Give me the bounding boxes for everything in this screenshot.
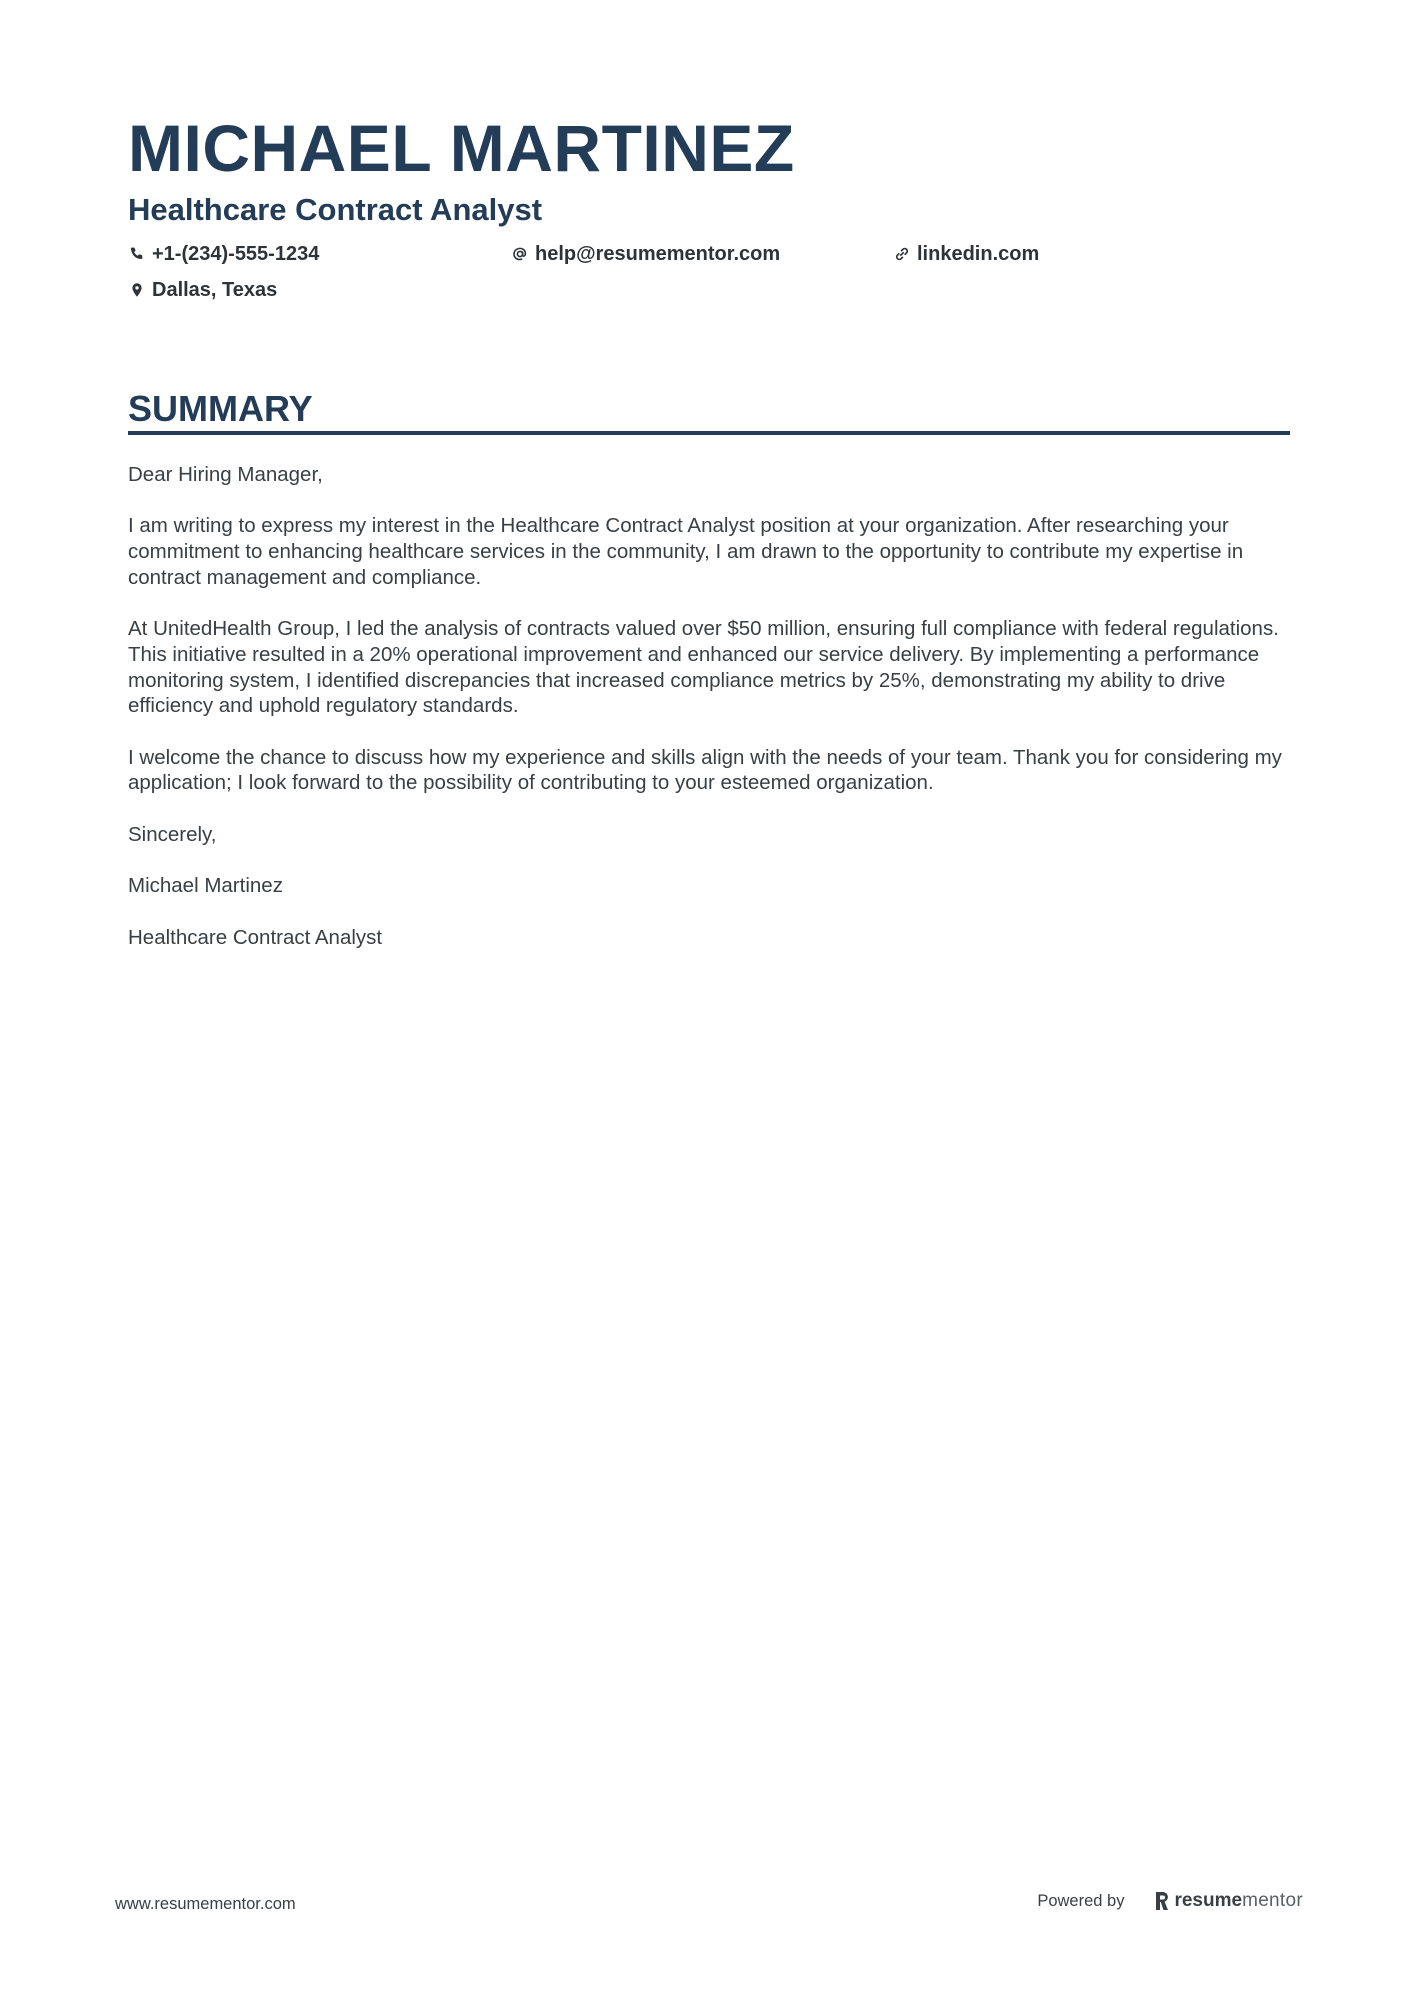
at-icon — [511, 245, 529, 263]
section-title-summary: SUMMARY — [128, 388, 313, 429]
brand-logo — [1154, 1890, 1303, 1912]
email-text: help@resumementor.com — [535, 243, 781, 265]
letter-body — [128, 462, 1290, 976]
linkedin-text: linkedin.com — [917, 243, 1040, 265]
letter-paragraph: At UnitedHealth Group, I led the analysis of contracts valued over $50 million, ensuring full compliance with federal regulations. This initiative resulted in a 20% operational improvement and enhanced our service delivery. By implementing a performance monitoring system, I identified discrepancies that increased compliance metrics by 25%, demonstrating my ability to drive efficiency and uphold regulatory standards. — [128, 617, 1279, 718]
candidate-role: Healthcare Contract Analyst — [128, 192, 543, 227]
letter-signature-role: Healthcare Contract Analyst — [128, 925, 383, 949]
contact-linkedin — [893, 241, 1039, 267]
brand-mark-icon — [1154, 1891, 1170, 1911]
contact-location — [128, 277, 277, 303]
letter-paragraph: I am writing to express my interest in the Healthcare Contract Analyst position at your organization. After researching your commitment to enhancing healthcare services in the community, I am drawn to the opportunity to contribute my expertise in contract management and compliance. — [128, 514, 1244, 589]
footer-website: www.resumementor.com — [115, 1895, 296, 1913]
phone-icon — [128, 245, 146, 263]
phone-text: +1-(234)-555-1234 — [152, 243, 320, 265]
location-text: Dallas, Texas — [152, 279, 278, 301]
footer-branding — [1037, 1890, 1303, 1912]
section-divider — [128, 431, 1290, 435]
map-pin-icon — [128, 281, 146, 299]
contact-phone — [128, 241, 319, 267]
brand-name-part-2: mentor — [1242, 1890, 1303, 1911]
letter-closing: Sincerely, — [128, 822, 217, 846]
letter-greeting: Dear Hiring Manager, — [128, 463, 323, 486]
brand-name-part-1: resume — [1174, 1890, 1243, 1911]
candidate-name: MICHAEL MARTINEZ — [128, 111, 795, 185]
letter-signature-name: Michael Martinez — [128, 874, 283, 898]
link-icon — [893, 245, 911, 263]
letter-paragraph: I welcome the chance to discuss how my experience and skills align with the needs of your team. Thank you for considering my application; I look forward to the possibility of contributing to your esteemed organization. — [128, 745, 1282, 795]
powered-by-label: Powered by — [1037, 1891, 1125, 1910]
contact-email — [511, 241, 780, 267]
